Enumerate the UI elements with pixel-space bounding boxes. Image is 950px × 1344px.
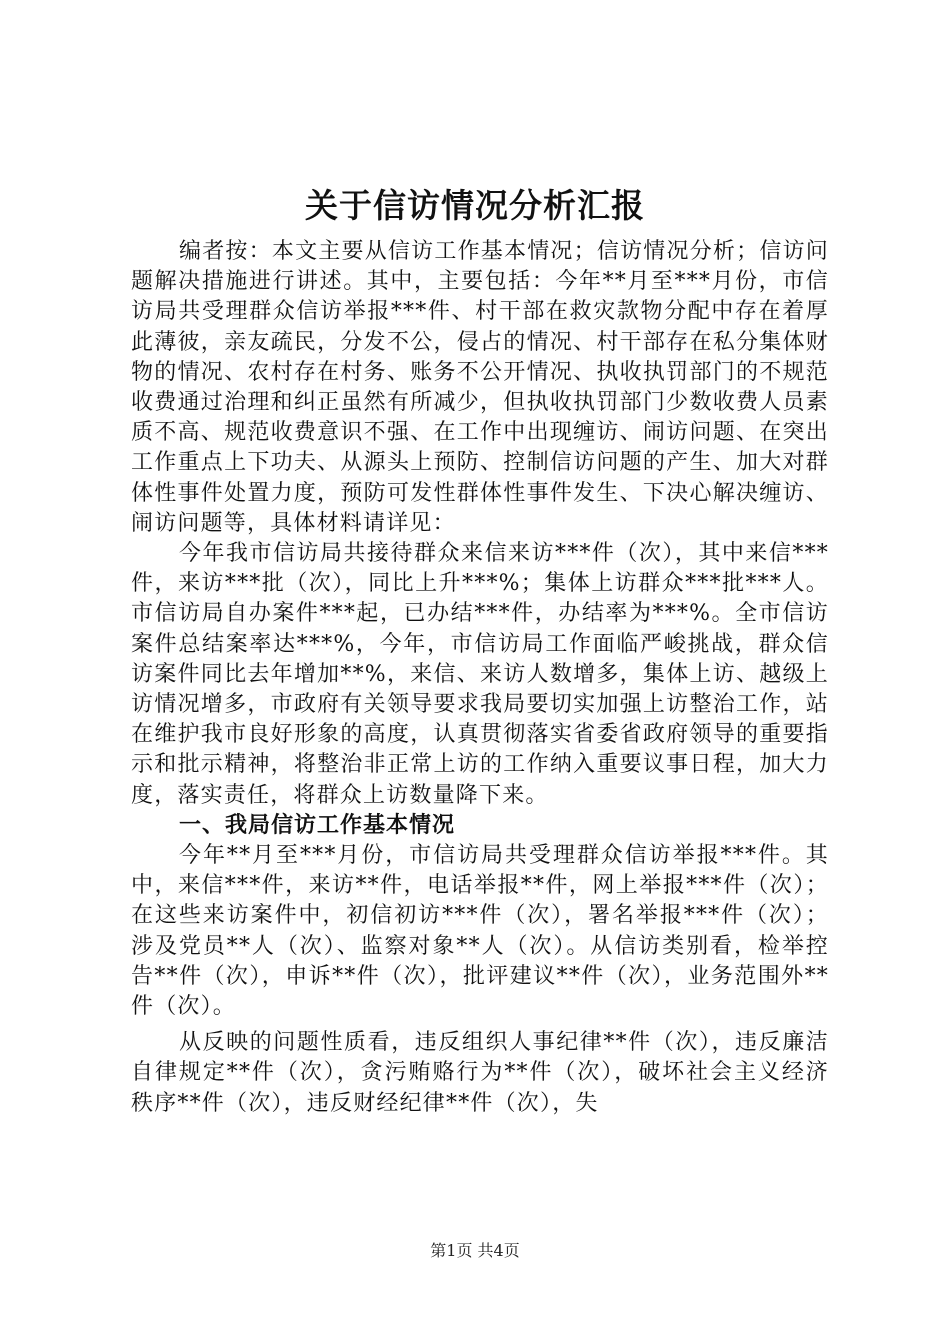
section-heading-1: 一、我局信访工作基本情况 xyxy=(179,812,456,838)
overview-paragraph: 今年我市信访局共接待群众来信来访***件（次），其中来信***件，来访***批（次），同比上升***%；集体上访群众***批***人。市信访局自办案件***起，已办结***件，办结率为***%。全市信访案件总结案率达***%，今年，市信访局工作面临严峻挑战，群众信访案件同比去年增加**%，来信、来访人数增多，集体上访、越级上访情况增多，市政府有关领导要求我局要切实加强上访整治工作，站在维护我市良好形象的高度，认真贯彻落实省委省政府领导的重要指示和批示精神，将整治非正常上访的工作纳入重要议事日程，加大力度，落实责任，将群众上访数量降下来。 xyxy=(131,541,829,808)
page-footer: 第1页 共4页 xyxy=(430,1241,520,1260)
section1-paragraph-1: 今年**月至***月份，市信访局共受理群众信访举报***件。其中，来信***件，来访**件，电话举报**件，网上举报***件（次）；在这些来访案件中，初信初访***件（次），署名举报***件（次）；涉及党员**人（次）、监察对象**人（次）。从信访类别看，检举控告**件（次），申诉**件（次），批评建议**件（次），业务范围外**件（次）。 xyxy=(131,843,829,1020)
editor-note-paragraph: 编者按：本文主要从信访工作基本情况；信访情况分析；信访问题解决措施进行讲述。其中，主要包括：今年**月至***月份，市信访局共受理群众信访举报***件、村干部在救灾款物分配中存在着厚此薄彼，亲友疏民，分发不公，侵占的情况、村干部存在私分集体财物的情况、农村存在村务、账务不公开情况、执收执罚部门的不规范收费通过治理和纠正虽然有所减少，但执收执罚部门少数收费人员素质不高、规范收费意识不强、在工作中出现缠访、闹访问题、在突出工作重点上下功夫、从源头上预防、控制信访问题的产生、加大对群体性事件处置力度，预防可发性群体性事件发生、下决心解决缠访、闹访问题等，具体材料请详见： xyxy=(131,239,829,536)
document-body xyxy=(131,237,829,1119)
document-title: 关于信访情况分析汇报 xyxy=(305,186,645,225)
section1-paragraph-2: 从反映的问题性质看，违反组织人事纪律**件（次），违反廉洁自律规定**件（次），贪污贿赂行为**件（次），破坏社会主义经济秩序**件（次），违反财经纪律**件（次），失 xyxy=(131,1030,829,1116)
